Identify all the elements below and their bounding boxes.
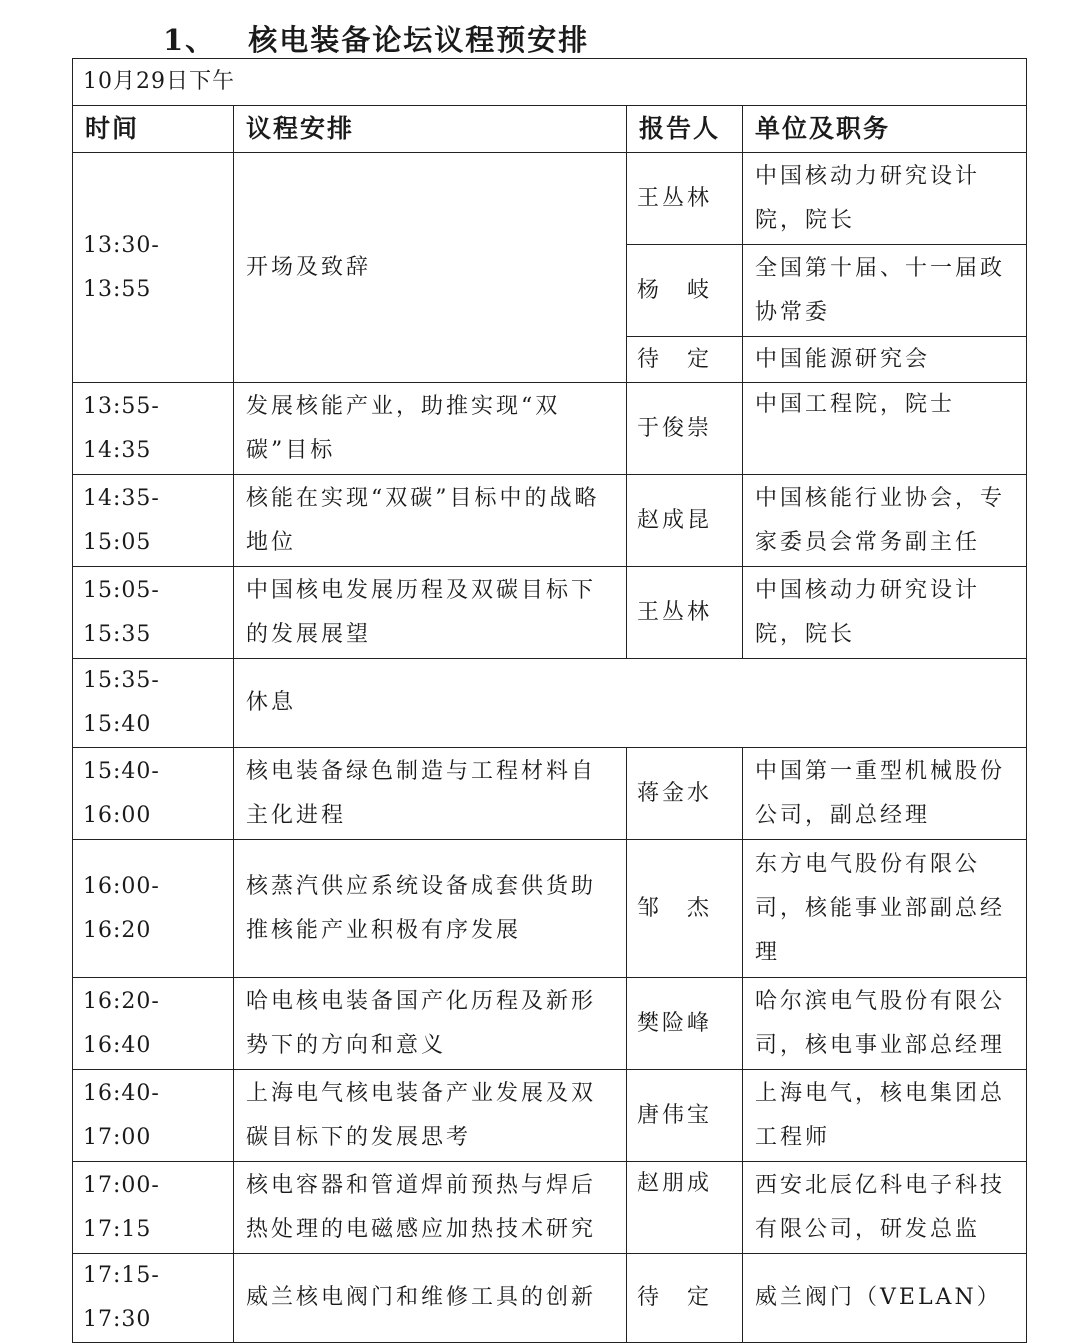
topic-cell: 开场及致辞 bbox=[234, 153, 627, 383]
speaker-cell: 樊险峰 bbox=[627, 978, 743, 1070]
org-cell: 中国第一重型机械股份公司，副总经理 bbox=[743, 748, 1027, 840]
heading-title: 核电装备论坛议程预安排 bbox=[248, 23, 590, 57]
speaker-cell: 于俊崇 bbox=[627, 383, 743, 475]
page-title bbox=[163, 18, 589, 59]
heading-number: 1、 bbox=[163, 23, 217, 57]
agenda-table bbox=[72, 58, 1027, 1343]
time-cell: 15:35-15:40 bbox=[73, 659, 234, 748]
time-cell: 16:20-16:40 bbox=[73, 978, 234, 1070]
time-cell: 17:00-17:15 bbox=[73, 1162, 234, 1254]
table-row bbox=[73, 1162, 1027, 1254]
org-cell: 东方电气股份有限公司，核能事业部副总经理 bbox=[743, 840, 1027, 978]
table-row bbox=[73, 153, 1027, 245]
topic-cell: 威兰核电阀门和维修工具的创新 bbox=[234, 1254, 627, 1343]
org-cell: 威兰阀门（VELAN） bbox=[743, 1254, 1027, 1343]
org-cell: 中国核能行业协会，专家委员会常务副主任 bbox=[743, 475, 1027, 567]
speaker-cell: 蒋金水 bbox=[627, 748, 743, 840]
time-cell: 14:35-15:05 bbox=[73, 475, 234, 567]
time-cell: 17:15-17:30 bbox=[73, 1254, 234, 1343]
org-cell: 哈尔滨电气股份有限公司，核电事业部总经理 bbox=[743, 978, 1027, 1070]
speaker-cell: 王丛林 bbox=[627, 567, 743, 659]
speaker-cell: 唐伟宝 bbox=[627, 1070, 743, 1162]
table-row bbox=[73, 383, 1027, 475]
topic-cell: 核电容器和管道焊前预热与焊后热处理的电磁感应加热技术研究 bbox=[234, 1162, 627, 1254]
table-row bbox=[73, 840, 1027, 978]
speaker-cell: 杨 岐 bbox=[627, 245, 743, 337]
time-cell: 16:00-16:20 bbox=[73, 840, 234, 978]
column-header-time: 时间 bbox=[73, 106, 234, 153]
topic-cell: 中国核电发展历程及双碳目标下的发展展望 bbox=[234, 567, 627, 659]
table-row bbox=[73, 1070, 1027, 1162]
table-row bbox=[73, 1254, 1027, 1343]
org-cell: 全国第十届、十一届政协常委 bbox=[743, 245, 1027, 337]
topic-cell: 核能在实现“双碳”目标中的战略地位 bbox=[234, 475, 627, 567]
speaker-cell: 邹 杰 bbox=[627, 840, 743, 978]
topic-cell: 核电装备绿色制造与工程材料自主化进程 bbox=[234, 748, 627, 840]
speaker-cell: 赵朋成 bbox=[627, 1162, 743, 1254]
date-cell: 10月29日下午 bbox=[73, 59, 1027, 106]
table-row bbox=[73, 567, 1027, 659]
topic-cell: 上海电气核电装备产业发展及双碳目标下的发展思考 bbox=[234, 1070, 627, 1162]
speaker-cell: 赵成昆 bbox=[627, 475, 743, 567]
speaker-cell: 待 定 bbox=[627, 337, 743, 383]
time-cell: 15:40-16:00 bbox=[73, 748, 234, 840]
table-row bbox=[73, 978, 1027, 1070]
table-row bbox=[73, 659, 1027, 748]
table-row bbox=[73, 748, 1027, 840]
time-cell: 15:05-15:35 bbox=[73, 567, 234, 659]
time-cell: 16:40-17:00 bbox=[73, 1070, 234, 1162]
table-row bbox=[73, 475, 1027, 567]
org-cell: 中国核动力研究设计院，院长 bbox=[743, 567, 1027, 659]
speaker-cell: 待 定 bbox=[627, 1254, 743, 1343]
topic-cell: 核蒸汽供应系统设备成套供货助推核能产业积极有序发展 bbox=[234, 840, 627, 978]
speaker-cell: 王丛林 bbox=[627, 153, 743, 245]
table-header-row bbox=[73, 106, 1027, 153]
org-cell: 上海电气，核电集团总工程师 bbox=[743, 1070, 1027, 1162]
org-cell: 中国核动力研究设计院，院长 bbox=[743, 153, 1027, 245]
date-row bbox=[73, 59, 1027, 106]
topic-cell: 发展核能产业，助推实现“双碳”目标 bbox=[234, 383, 627, 475]
org-cell: 中国工程院，院士 bbox=[743, 383, 1027, 475]
org-cell: 西安北辰亿科电子科技有限公司，研发总监 bbox=[743, 1162, 1027, 1254]
time-cell: 13:55-14:35 bbox=[73, 383, 234, 475]
column-header-agenda: 议程安排 bbox=[234, 106, 627, 153]
column-header-speaker: 报告人 bbox=[627, 106, 743, 153]
column-header-org: 单位及职务 bbox=[743, 106, 1027, 153]
topic-cell: 休息 bbox=[234, 659, 1027, 748]
topic-cell: 哈电核电装备国产化历程及新形势下的方向和意义 bbox=[234, 978, 627, 1070]
time-cell: 13:30-13:55 bbox=[73, 153, 234, 383]
org-cell: 中国能源研究会 bbox=[743, 337, 1027, 383]
